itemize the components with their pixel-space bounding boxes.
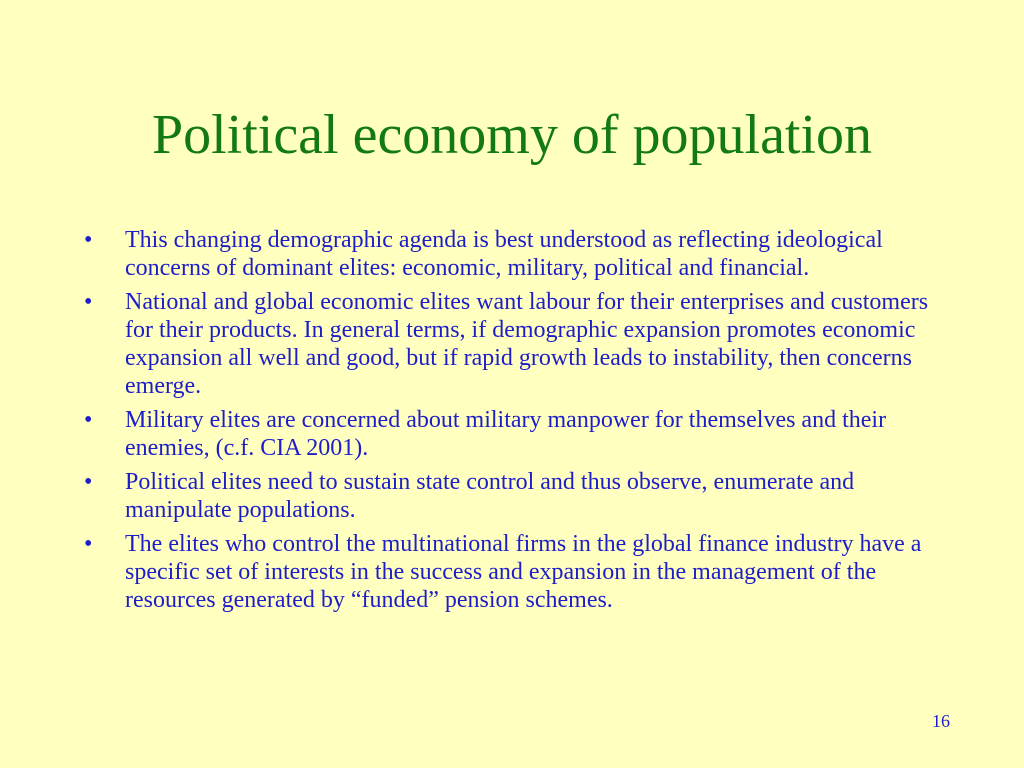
slide-title: Political economy of population [151,104,873,166]
bullet-text: This changing demographic agenda is best understood as reflecting ideological concerns of dominant elites: economic, military, political and financial. [125,227,883,281]
bullet-text: Military elites are concerned about military manpower for themselves and their enemies, (c.f. CIA 2001). [125,407,887,461]
bullet-text: The elites who control the multinational firms in the global finance industry have a specific set of interests in the success and expansion in the management of the resources generated by “funded” pension schemes. [125,531,922,613]
bullet-item [82,530,942,614]
bullet-icon: • [84,227,93,253]
page-number: 16 [932,711,950,731]
bullet-text: Political elites need to sustain state control and thus observe, enumerate and manipulate populations. [125,469,855,523]
bullet-text: National and global economic elites want labour for their enterprises and customers for their products. In general terms, if demographic expansion promotes economic expansion all well and good, but if rapid growth leads to instability, then concerns emerge. [125,289,929,399]
bullet-item [82,468,942,524]
bullet-icon: • [84,407,93,433]
bullet-icon: • [84,531,93,557]
bullet-icon: • [84,289,93,315]
bullet-item [82,288,942,400]
bullet-icon: • [84,469,93,495]
bullet-item [82,226,942,282]
bullet-list [82,226,942,620]
bullet-item [82,406,942,462]
